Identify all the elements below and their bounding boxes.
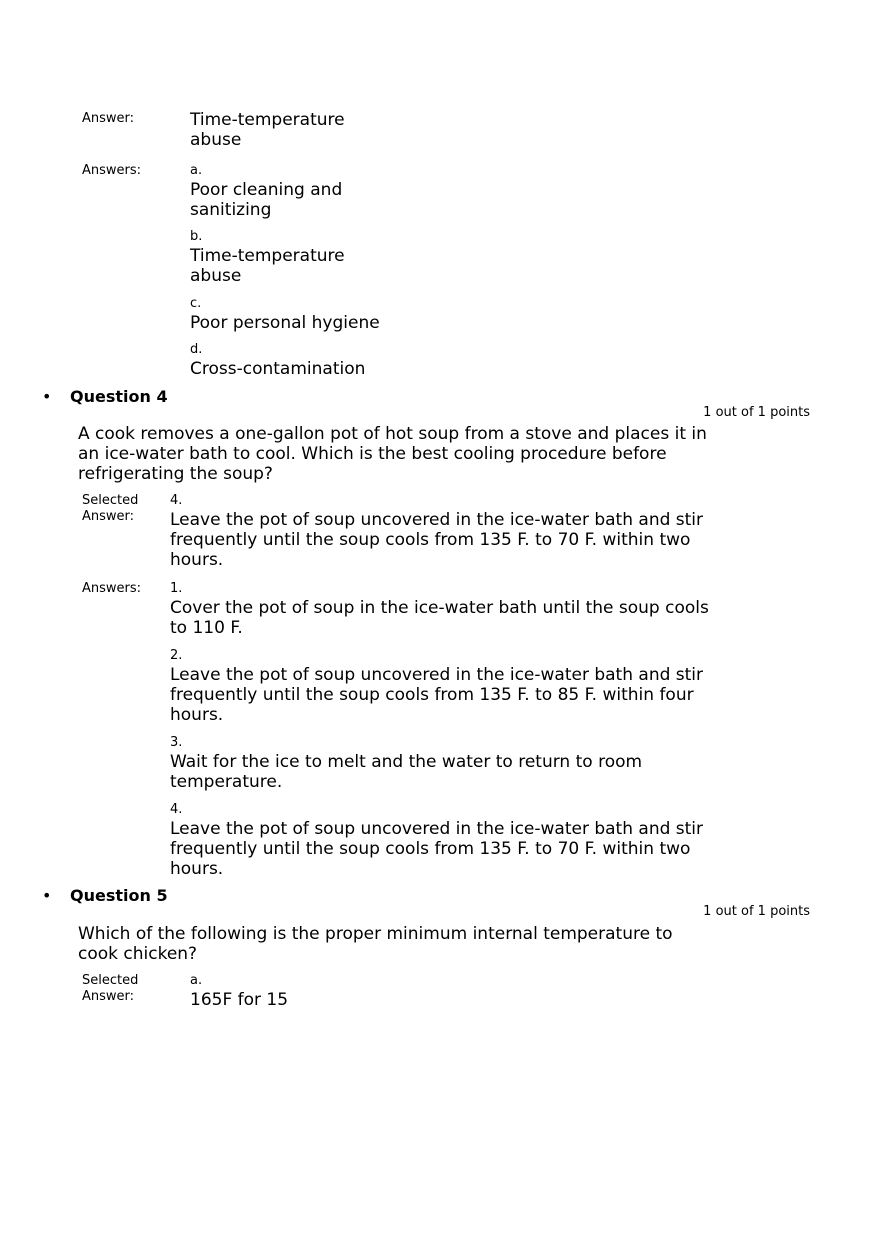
answer-option-a	[190, 163, 342, 220]
option-letter: d.	[190, 342, 203, 357]
selected-label-line: Answer:	[82, 989, 135, 1004]
option-text-line: Leave the pot of soup uncovered in the ice-water bath and stir	[170, 510, 704, 530]
answer-option-b	[190, 229, 345, 286]
bullet-icon: •	[42, 886, 52, 905]
selected-label-line: Answer:	[82, 509, 135, 524]
option-number: 4.	[170, 493, 183, 508]
answer-option-2	[170, 648, 703, 725]
question-4-points: 1 out of 1 points	[703, 405, 810, 420]
correct-answer-line: Time-temperature	[190, 110, 345, 130]
answers-label: Answers:	[82, 163, 142, 178]
selected-answer	[170, 493, 703, 570]
question-4-title: Question 4	[70, 387, 168, 406]
question-text-line: cook chicken?	[78, 944, 198, 964]
option-text-line: Cover the pot of soup in the ice-water bath until the soup cools	[170, 598, 709, 618]
option-number: 1.	[170, 581, 183, 596]
option-text-line: 165F for 15	[190, 990, 289, 1010]
correct-answer	[190, 110, 345, 150]
option-text-line: hours.	[170, 550, 224, 570]
option-text-line: Cross-contamination	[190, 359, 366, 379]
answer-option-3	[170, 735, 642, 792]
question-text-line: an ice-water bath to cool. Which is the best cooling procedure before	[78, 444, 667, 464]
question-text-line: A cook removes a one-gallon pot of hot soup from a stove and places it in	[78, 424, 707, 444]
question-5-text	[78, 924, 738, 964]
correct-answer-line: abuse	[190, 130, 242, 150]
option-letter: a.	[190, 973, 203, 988]
selected-answer-label	[82, 973, 138, 1005]
bullet-icon: •	[42, 387, 52, 406]
answer-option-c	[190, 296, 380, 333]
answer-label: Answer:	[82, 111, 135, 126]
option-text-line: temperature.	[170, 772, 283, 792]
question-text-line: refrigerating the soup?	[78, 464, 273, 484]
question-4-text	[78, 424, 738, 484]
answer-option-1	[170, 581, 709, 638]
option-text-line: sanitizing	[190, 200, 272, 220]
selected-label-line: Selected	[82, 493, 139, 508]
question-text-line: Which of the following is the proper minimum internal temperature to	[78, 924, 673, 944]
option-text-line: Wait for the ice to melt and the water to return to room	[170, 752, 643, 772]
selected-answer-label	[82, 493, 138, 525]
selected-label-line: Selected	[82, 973, 139, 988]
option-number: 4.	[170, 802, 183, 817]
answers-label: Answers:	[82, 581, 142, 596]
question-5-title: Question 5	[70, 886, 168, 905]
option-text-line: Leave the pot of soup uncovered in the ice-water bath and stir	[170, 665, 704, 685]
selected-answer	[190, 973, 288, 1010]
option-text-line: frequently until the soup cools from 135 F. to 70 F. within two	[170, 530, 691, 550]
option-text-line: Time-temperature	[190, 246, 345, 266]
option-text-line: frequently until the soup cools from 135 F. to 85 F. within four	[170, 685, 694, 705]
option-text-line: to 110 F.	[170, 618, 243, 638]
option-text-line: Poor personal hygiene	[190, 313, 380, 333]
option-text-line: Leave the pot of soup uncovered in the ice-water bath and stir	[170, 819, 704, 839]
option-text-line: abuse	[190, 266, 242, 286]
option-text-line: Poor cleaning and	[190, 180, 343, 200]
option-number: 3.	[170, 735, 183, 750]
option-number: 2.	[170, 648, 183, 663]
question-5-points: 1 out of 1 points	[703, 904, 810, 919]
answer-option-d	[190, 342, 365, 379]
option-letter: c.	[190, 296, 202, 311]
answer-option-4	[170, 802, 703, 879]
option-text-line: frequently until the soup cools from 135 F. to 70 F. within two	[170, 839, 691, 859]
option-text-line: hours.	[170, 705, 224, 725]
option-text-line: hours.	[170, 859, 224, 879]
option-letter: a.	[190, 163, 203, 178]
option-letter: b.	[190, 229, 203, 244]
